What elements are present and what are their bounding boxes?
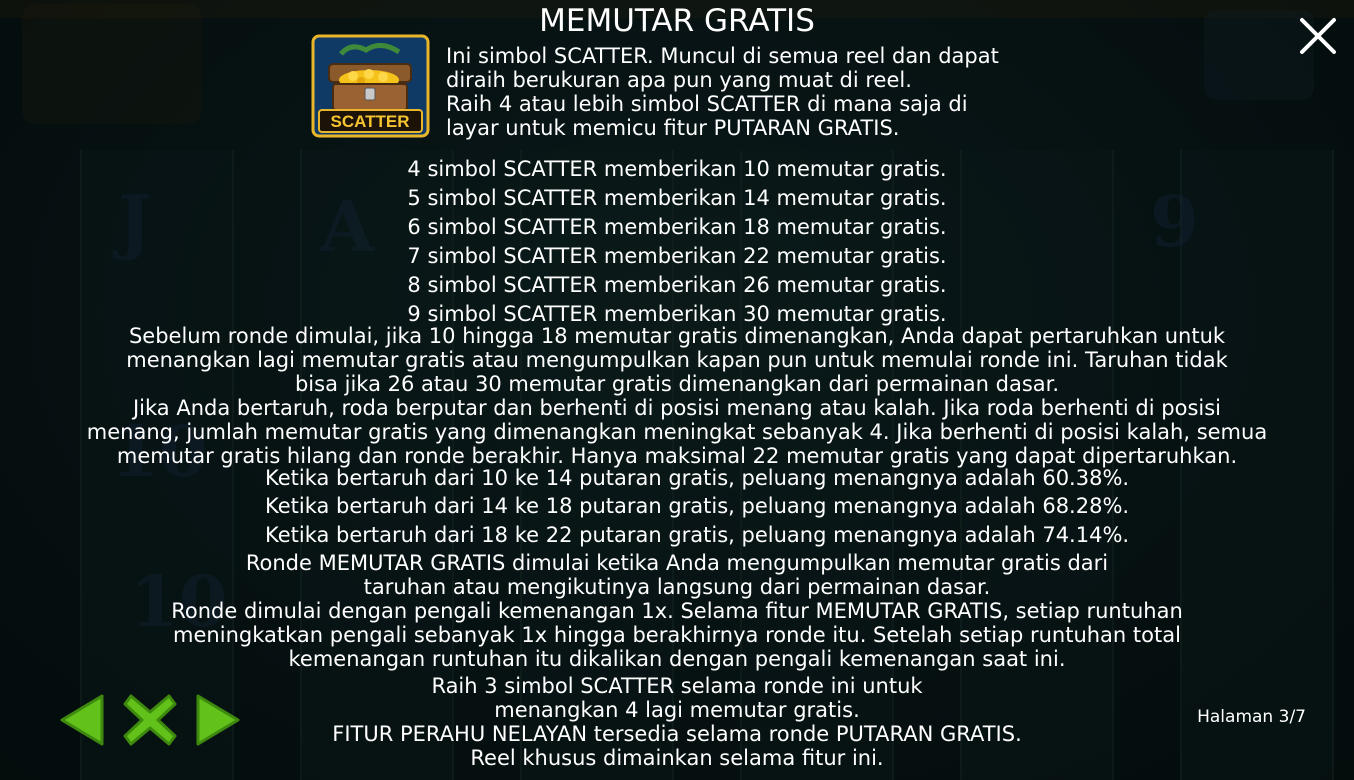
- page-title: MEMUTAR GRATIS: [539, 3, 815, 39]
- award-line: 6 simbol SCATTER memberikan 18 memutar gratis.: [407, 215, 947, 239]
- scatter-awards-list: [0, 155, 1354, 329]
- wheel-paragraph: Jika Anda bertaruh, roda berputar dan berhenti di posisi menang atau kalah. Jika roda berhenti di posisi menang, jumlah memutar gratis yang dimenangkan meningkat sebanyak 4. Jika berhenti di posisi kalah, semua memutar gratis hilang dan ronde berakhir. Hanya maksimal 22 memutar gratis yang dapat dipertaruhkan.: [86, 396, 1268, 468]
- odds-line: Ketika bertaruh dari 14 ke 18 putaran gratis, peluang menangnya adalah 68.28%.: [265, 494, 1130, 518]
- round-start-paragraph: Ronde MEMUTAR GRATIS dimulai ketika Anda mengumpulkan memutar gratis dari taruhan atau mengikutinya langsung dari permainan dasar.: [245, 551, 1109, 599]
- x-close-icon[interactable]: [121, 692, 179, 752]
- award-line: 7 simbol SCATTER memberikan 22 memutar gratis.: [407, 244, 947, 268]
- page-indicator: Halaman 3/7: [1197, 707, 1306, 727]
- retrigger-paragraph: Raih 3 simbol SCATTER selama ronde ini untuk menangkan 4 lagi memutar gratis.: [431, 674, 923, 722]
- boat-feature-paragraph: FITUR PERAHU NELAYAN tersedia selama ronde PUTARAN GRATIS. Reel khusus dimainkan selama fitur ini.: [332, 722, 1022, 770]
- award-line: 8 simbol SCATTER memberikan 26 memutar gratis.: [407, 273, 947, 297]
- arrow-left-icon[interactable]: [56, 692, 106, 752]
- game-background: J A 9 10 10: [0, 0, 1354, 780]
- scatter-label: SCATTER: [330, 112, 410, 131]
- scatter-description: Ini simbol SCATTER. Muncul di semua reel dan dapat diraih berukuran apa pun yang muat di reel. Raih 4 atau lebih simbol SCATTER di mana saja di layar untuk memicu fitur PUTARAN GRATIS.: [446, 44, 999, 140]
- scatter-treasure-chest-icon: [311, 34, 430, 138]
- close-icon[interactable]: [1296, 14, 1340, 58]
- multiplier-paragraph: Ronde dimulai dengan pengali kemenangan 1x. Selama fitur MEMUTAR GRATIS, setiap runtuhan meningkatkan pengali sebanyak 1x hingga berakhirnya ronde itu. Setelah setiap runtuhan total kemenangan runtuhan itu dikalikan dengan pengali kemenangan saat ini.: [171, 599, 1183, 671]
- gamble-paragraph: Sebelum ronde dimulai, jika 10 hingga 18 memutar gratis dimenangkan, Anda dapat pertaruhkan untuk menangkan lagi memutar gratis atau mengumpulkan kapan pun untuk memulai ronde ini. Taruhan tidak bisa jika 26 atau 30 memutar gratis dimenangkan dari permainan dasar.: [126, 324, 1228, 396]
- award-line: 9 simbol SCATTER memberikan 30 memutar gratis.: [407, 302, 947, 326]
- award-line: 4 simbol SCATTER memberikan 10 memutar gratis.: [407, 157, 947, 181]
- arrow-right-icon[interactable]: [194, 692, 244, 752]
- odds-line: Ketika bertaruh dari 10 ke 14 putaran gratis, peluang menangnya adalah 60.38%.: [265, 466, 1130, 490]
- odds-line: Ketika bertaruh dari 18 ke 22 putaran gratis, peluang menangnya adalah 74.14%.: [265, 523, 1130, 547]
- award-line: 5 simbol SCATTER memberikan 14 memutar gratis.: [407, 186, 947, 210]
